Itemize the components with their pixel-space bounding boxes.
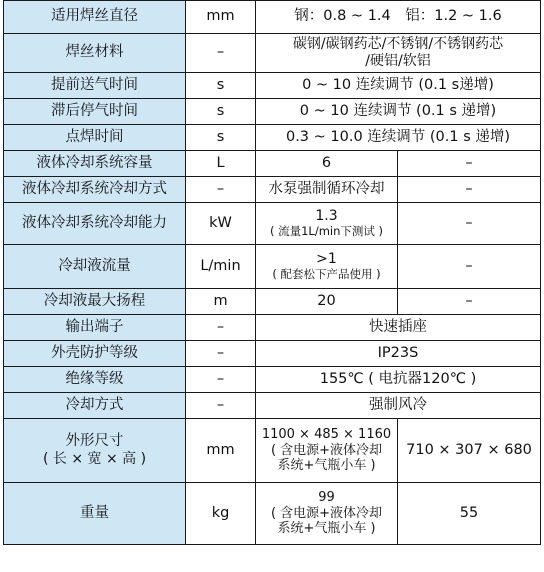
label-cell: 提前送气时间 — [4, 73, 186, 99]
value-cell-b: – — [398, 177, 541, 203]
label-cell: 重量 — [4, 483, 186, 545]
value-cell-b: 710 × 307 × 680 — [398, 419, 541, 483]
unit-cell: – — [186, 341, 256, 367]
label-cell: 输出端子 — [4, 315, 186, 341]
value-cell-a — [256, 203, 398, 245]
value-line-3: 系统+气瓶小车 ) — [277, 521, 376, 537]
value-cell: 钢：0.8 ~ 1.4 铝：1.2 ~ 1.6 — [256, 1, 541, 34]
row-dimensions — [4, 419, 541, 483]
unit-cell: kW — [186, 203, 256, 245]
label-cell: 液体冷却系统容量 — [4, 151, 186, 177]
value-cell: 0 ~ 10 连续调节 (0.1 s 递增) — [256, 99, 541, 125]
value-line-1: 1100 × 485 × 1160 — [261, 427, 392, 443]
value-cell-b: – — [398, 245, 541, 289]
label-cell: 液体冷却系统冷却方式 — [4, 177, 186, 203]
label-cell: 滞后停气时间 — [4, 99, 186, 125]
spec-table — [3, 0, 541, 545]
unit-cell: m — [186, 289, 256, 315]
row-wire-diameter — [4, 1, 541, 34]
value-cell-a: 水泵强制循环冷却 — [256, 177, 398, 203]
unit-cell: – — [186, 34, 256, 73]
unit-cell: – — [186, 315, 256, 341]
value-cell-a — [256, 245, 398, 289]
label-cell: 冷却液流量 — [4, 245, 186, 289]
row-coolant-flow — [4, 245, 541, 289]
unit-cell: – — [186, 367, 256, 393]
value-cell — [256, 34, 541, 73]
value-note: ( 配套松下产品使用 ) — [272, 267, 381, 281]
value-line-2: ( 含电源+液体冷却 — [270, 442, 383, 458]
row-pump-head — [4, 289, 541, 315]
unit-cell: L — [186, 151, 256, 177]
label-cell: 绝缘等级 — [4, 367, 186, 393]
unit-cell: – — [186, 393, 256, 419]
value-line-2: ( 含电源+液体冷却 — [270, 505, 383, 521]
unit-cell: mm — [186, 419, 256, 483]
value-line-2: /硬铝/软铝 — [365, 53, 431, 69]
value-cell: IP23S — [256, 341, 541, 367]
value-cell-a — [256, 483, 398, 545]
value-line-1: 碳钢/碳钢药芯/不锈钢/不锈钢药芯 — [292, 36, 504, 53]
label-cell: 适用焊丝直径 — [4, 1, 186, 34]
unit-cell: s — [186, 125, 256, 151]
value-main: 1.3 — [315, 208, 338, 225]
row-post-flow — [4, 99, 541, 125]
value-cell-a: 20 — [256, 289, 398, 315]
row-cooling-method — [4, 177, 541, 203]
label-cell: 液体冷却系统冷却能力 — [4, 203, 186, 245]
row-weight — [4, 483, 541, 545]
label-cell: 焊丝材料 — [4, 34, 186, 73]
value-line-1: 99 — [318, 490, 335, 506]
unit-cell: s — [186, 99, 256, 125]
value-cell-b: – — [398, 203, 541, 245]
value-cell-b: 55 — [398, 483, 541, 545]
row-coolant-capacity — [4, 151, 541, 177]
label-cell: 外壳防护等级 — [4, 341, 186, 367]
value-cell-a: 6 — [256, 151, 398, 177]
value-note: ( 流量1L/min下测试 ) — [269, 224, 384, 238]
row-wire-material — [4, 34, 541, 73]
unit-cell: L/min — [186, 245, 256, 289]
value-cell-a — [256, 419, 398, 483]
row-enclosure — [4, 341, 541, 367]
row-output-terminal — [4, 315, 541, 341]
row-insulation — [4, 367, 541, 393]
label-line-1: 外形尺寸 — [65, 433, 124, 450]
value-line-3: 系统+气瓶小车 ) — [277, 458, 376, 474]
label-cell: 冷却方式 — [4, 393, 186, 419]
label-cell: 点焊时间 — [4, 125, 186, 151]
value-cell: 快速插座 — [256, 315, 541, 341]
value-cell-b: – — [398, 151, 541, 177]
label-line-2: ( 长 × 宽 × 高 ) — [42, 450, 147, 467]
label-cell: 冷却液最大扬程 — [4, 289, 186, 315]
row-cooling-type — [4, 393, 541, 419]
row-cooling-capacity — [4, 203, 541, 245]
value-cell-b: – — [398, 289, 541, 315]
unit-cell: mm — [186, 1, 256, 34]
value-cell: 0 ~ 10 连续调节 (0.1 s递增) — [256, 73, 541, 99]
row-pre-flow — [4, 73, 541, 99]
unit-cell: s — [186, 73, 256, 99]
value-cell: 强制风冷 — [256, 393, 541, 419]
unit-cell: kg — [186, 483, 256, 545]
value-cell: 155℃ ( 电抗器120℃ ) — [256, 367, 541, 393]
value-main: >1 — [316, 251, 337, 268]
value-cell: 0.3 ~ 10.0 连续调节 (0.1 s 递增) — [256, 125, 541, 151]
unit-cell: – — [186, 177, 256, 203]
row-spot-time — [4, 125, 541, 151]
label-cell — [4, 419, 186, 483]
